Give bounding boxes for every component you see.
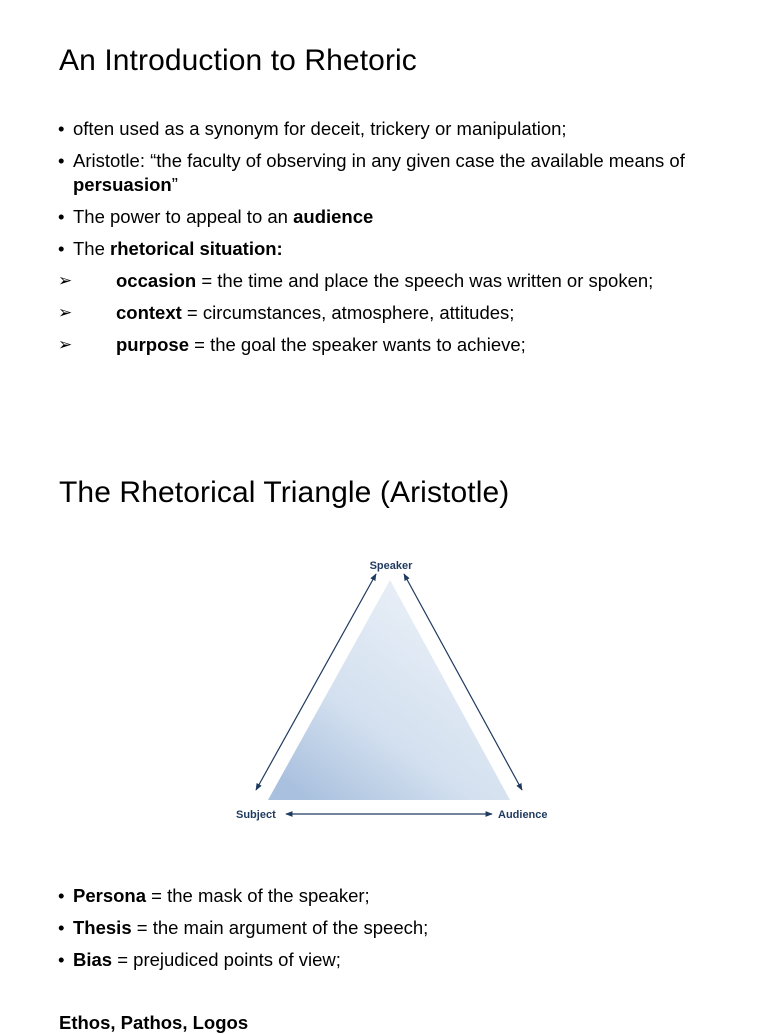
list-item-text: The power to appeal to an	[73, 206, 294, 227]
term: Persona	[73, 885, 147, 906]
list-item	[58, 916, 738, 940]
bullet-icon: •	[58, 885, 65, 906]
rhetoric-bullet-list	[58, 117, 738, 357]
speaker-label: Speaker	[369, 560, 413, 572]
term: Bias	[73, 949, 113, 970]
list-item-text: The	[73, 238, 111, 259]
triangle-shape	[268, 580, 510, 800]
list-item	[58, 884, 738, 908]
bullet-icon: •	[58, 917, 65, 938]
list-item-bold: audience	[293, 206, 374, 227]
term: context	[116, 302, 182, 323]
list-item	[58, 948, 738, 972]
term: purpose	[116, 334, 189, 355]
list-item-text: often used as a synonym for deceit, trickery or manipulation;	[73, 118, 567, 139]
definition: = circumstances, atmosphere, attitudes;	[181, 302, 515, 323]
definition: = the mask of the speaker;	[146, 885, 370, 906]
definition: = the goal the speaker wants to achieve;	[188, 334, 526, 355]
sub-list-item	[58, 301, 738, 325]
section-title-triangle: The Rhetorical Triangle (Aristotle)	[59, 476, 510, 509]
definition: = the main argument of the speech;	[131, 917, 429, 938]
bullet-icon: •	[58, 949, 65, 970]
list-item	[58, 237, 738, 261]
subject-label: Subject	[236, 809, 276, 821]
term: occasion	[116, 270, 197, 291]
bullet-icon: •	[58, 238, 65, 259]
ethos-pathos-logos-heading: Ethos, Pathos, Logos	[59, 1012, 249, 1033]
triangle-terms-list	[58, 884, 738, 972]
bullet-icon: •	[58, 206, 65, 227]
list-item-text: Aristotle: “the faculty of observing in any given case the available means of	[73, 150, 685, 171]
rhetorical-triangle-diagram	[228, 552, 558, 832]
list-item	[58, 149, 738, 197]
list-item-bold: persuasion	[73, 174, 172, 195]
list-item	[58, 117, 738, 141]
term: Thesis	[73, 917, 132, 938]
definition: = prejudiced points of view;	[112, 949, 341, 970]
arrow-bullet-icon: ➢	[58, 271, 73, 290]
section-title-rhetoric: An Introduction to Rhetoric	[59, 44, 417, 77]
sub-list-item	[58, 333, 738, 357]
arrow-bullet-icon: ➢	[58, 335, 73, 354]
arrow-bullet-icon: ➢	[58, 303, 73, 322]
audience-label: Audience	[498, 809, 548, 821]
list-item-text-end: ”	[171, 174, 178, 195]
definition: = the time and place the speech was written or spoken;	[196, 270, 654, 291]
list-item	[58, 205, 738, 229]
sub-list-item	[58, 269, 738, 293]
bullet-icon: •	[58, 118, 65, 139]
bullet-icon: •	[58, 150, 65, 171]
list-item-bold: rhetorical situation:	[110, 238, 283, 259]
